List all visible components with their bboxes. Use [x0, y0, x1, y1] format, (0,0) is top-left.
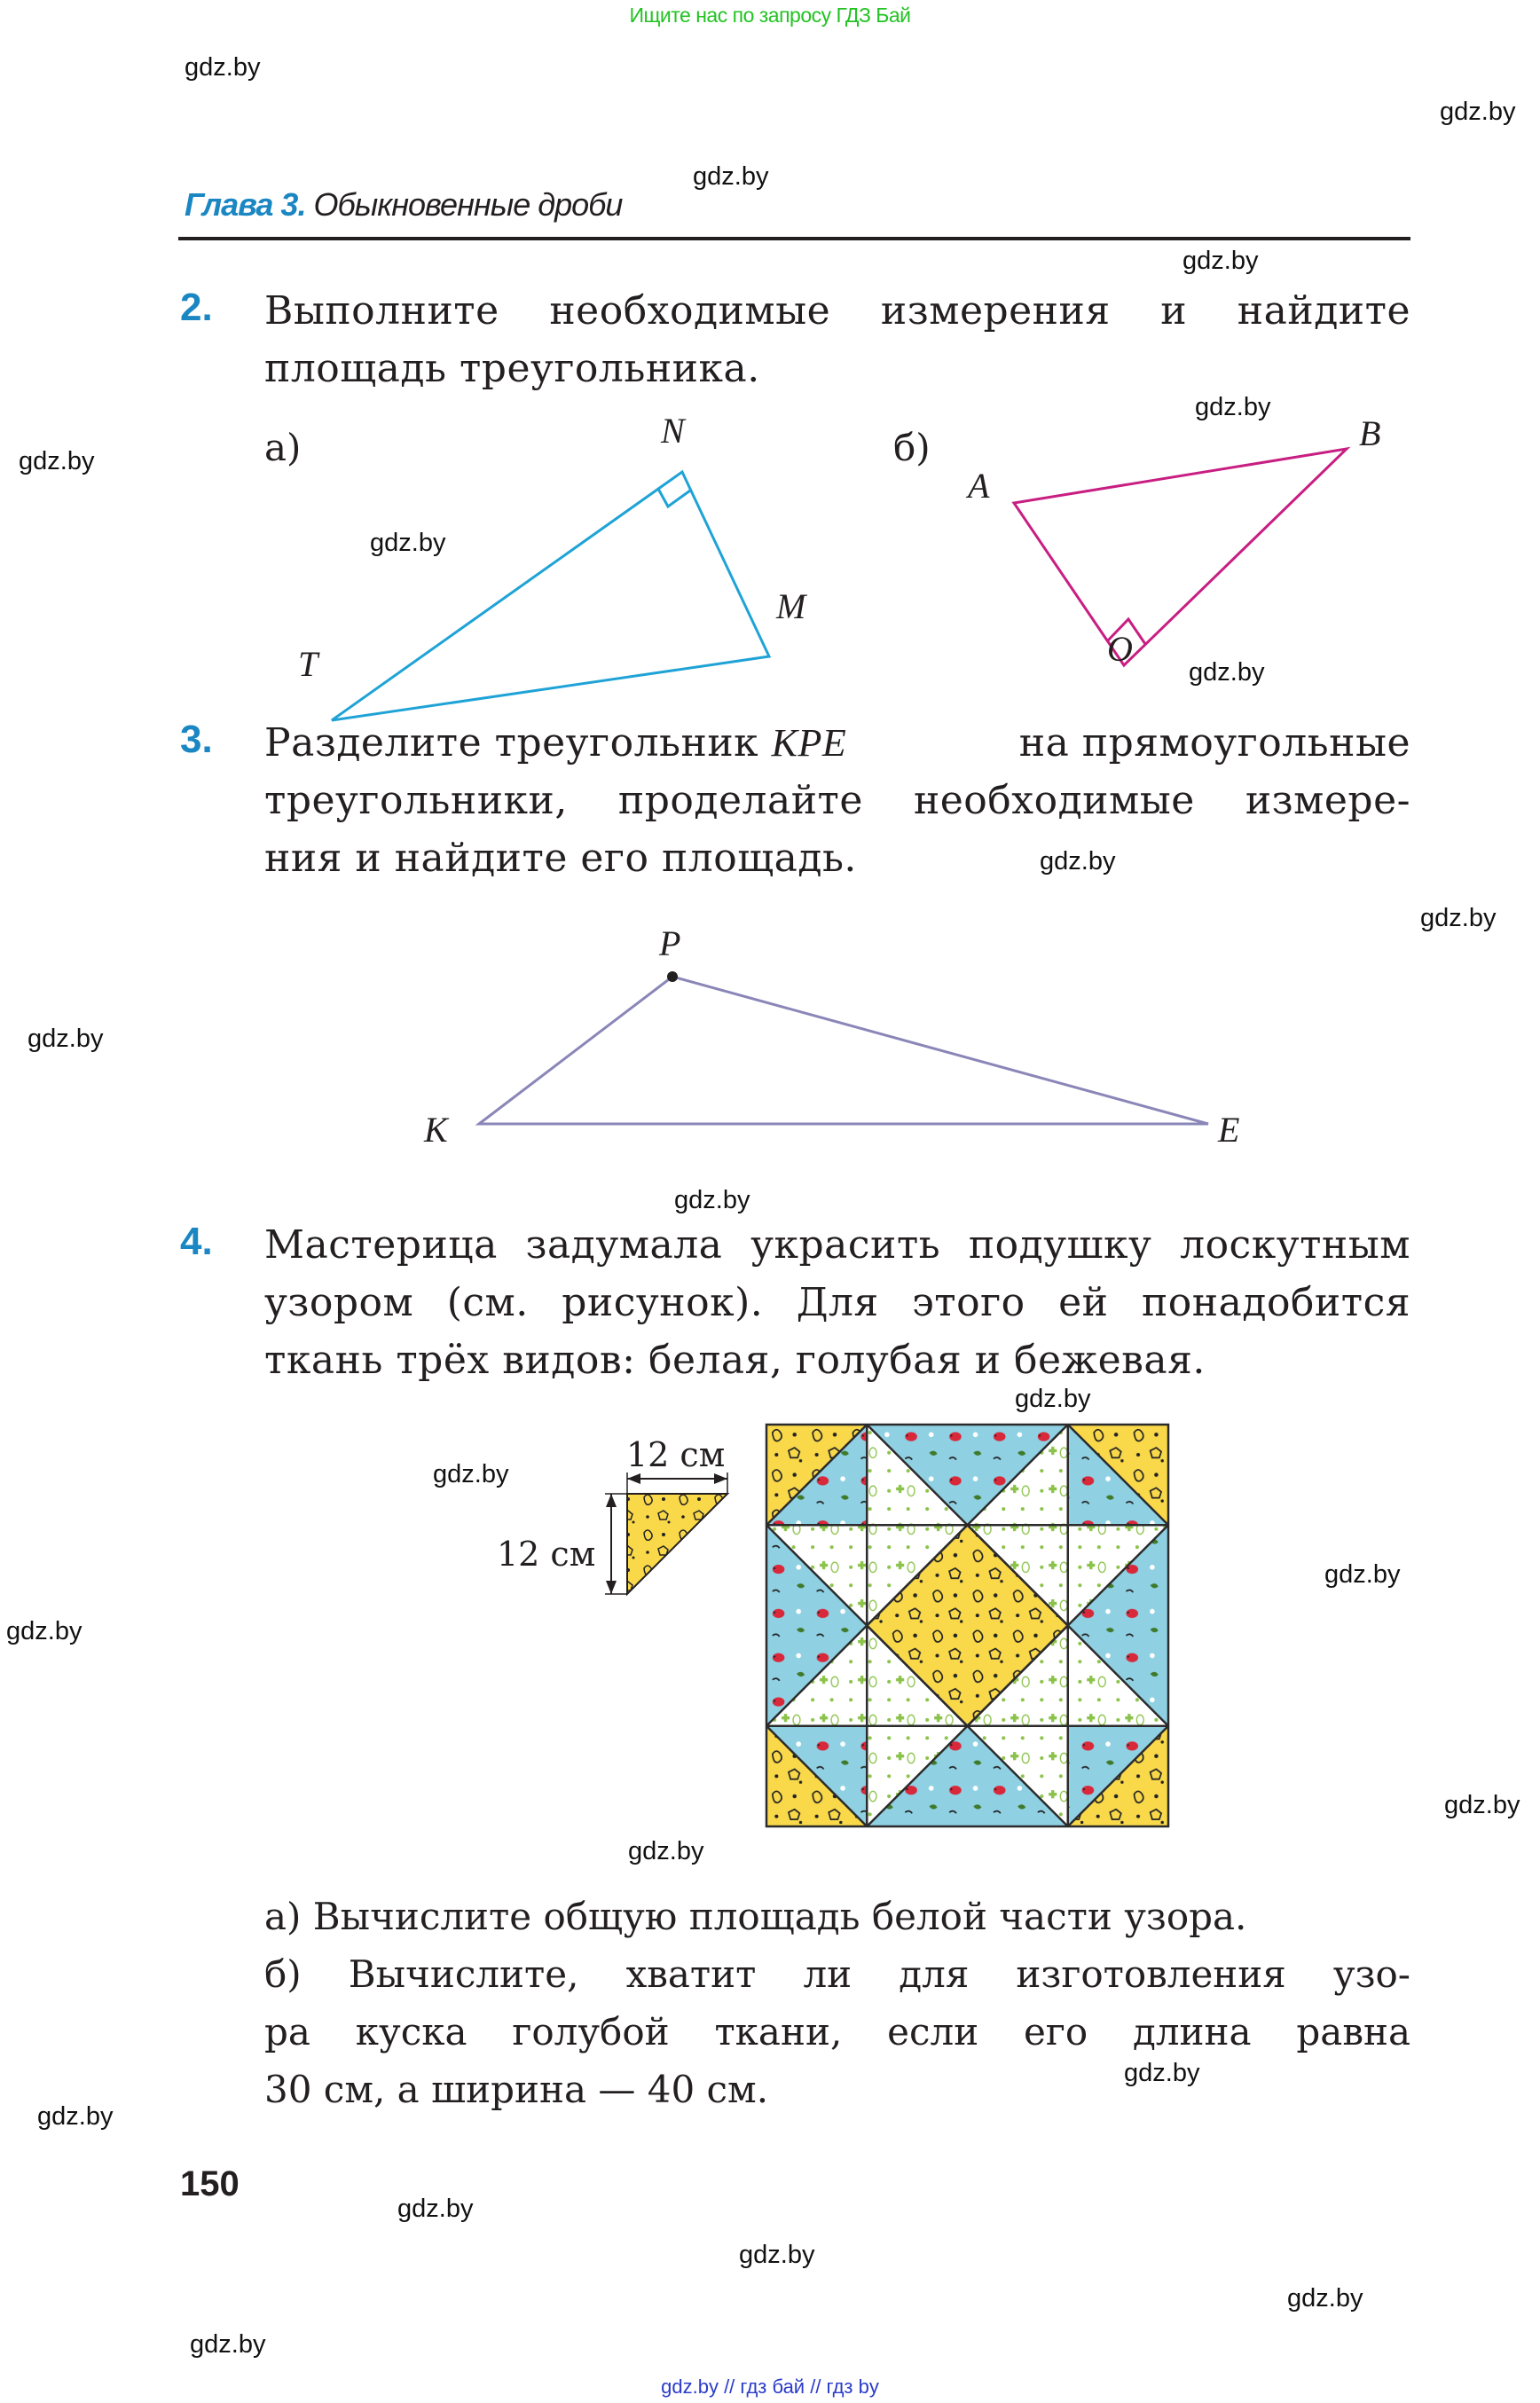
watermark: gdz.by [739, 2241, 815, 2269]
exercise-2-number: 2. [180, 286, 213, 329]
watermark: gdz.by [28, 1025, 104, 1053]
dimension-width-label: 12 см [626, 1435, 726, 1474]
vertex-label-b: B [1359, 413, 1381, 453]
vertex-label-o: O [1107, 629, 1133, 669]
watermark: gdz.by [628, 1837, 704, 1865]
watermark: gdz.by [19, 447, 95, 475]
question-b-line-3: 30 см, а ширина — 40 см. [264, 2068, 769, 2111]
question-b-line-1: б) Вычислите, хватит ли для изготовления узо- [264, 1952, 1410, 1996]
search-banner[interactable]: Ищите нас по запросу ГДЗ Бай [629, 4, 911, 27]
triangle-tnm [332, 472, 769, 720]
exercise-3-number: 3. [180, 718, 213, 761]
vertex-label-a: A [968, 466, 990, 506]
watermark: gdz.by [190, 2330, 266, 2359]
exercise-4-text: Мастерица задумала украсить подушку лоскутным узором (см. рисунок). Для этого ей понадобится ткань трёх видов: белая, голубая и бежевая. [264, 1222, 1410, 1383]
watermark: gdz.by [370, 529, 446, 557]
text-segment: Разделите треугольник KPE [264, 720, 847, 766]
vertex-label-m: M [776, 586, 806, 626]
text-segment: на прямоугольные [1018, 720, 1410, 766]
watermark: gdz.by [1324, 1560, 1401, 1589]
patch-sample-triangle [605, 1472, 727, 1594]
vertex-label-e: E [1218, 1110, 1240, 1150]
watermark: gdz.by [1182, 247, 1259, 275]
vertex-label-p: P [659, 923, 681, 963]
watermark: gdz.by [674, 1186, 750, 1214]
vertex-label-k: K [424, 1110, 448, 1150]
question-b-line-2: ра куска голубой ткани, если его длина равна [264, 2010, 1410, 2054]
watermark: gdz.by [1195, 393, 1271, 421]
chapter-label: Глава 3. [185, 186, 306, 223]
dimension-height-label: 12 см [497, 1535, 596, 1574]
triangle-aob [1014, 449, 1347, 665]
watermark: gdz.by [1440, 98, 1516, 126]
triangle-kpe [479, 971, 1208, 1124]
watermark: gdz.by [397, 2195, 474, 2223]
watermark: gdz.by [1124, 2059, 1200, 2087]
watermark: gdz.by [1040, 847, 1116, 876]
exercise-4-number: 4. [180, 1220, 213, 1263]
footer-links[interactable]: gdz.by // гдз бай // гдз by [661, 2376, 879, 2398]
vertex-label-t: T [298, 644, 318, 684]
watermark: gdz.by [1015, 1385, 1091, 1413]
quilt-pattern [766, 1425, 1168, 1826]
watermark: gdz.by [6, 1617, 82, 1645]
watermark: gdz.by [433, 1460, 509, 1488]
watermark: gdz.by [1189, 658, 1265, 687]
exercise-3-line-2: треугольники, проделайте необходимые измере- [264, 778, 1410, 823]
part-a-label: а) [264, 426, 302, 469]
exercise-2-text: Выполните необходимые измерения и найдите площадь треугольника. [264, 288, 1410, 391]
vertex-label-n: N [661, 411, 685, 451]
chapter-title: Обыкновенные дроби [313, 186, 623, 223]
watermark: gdz.by [693, 162, 769, 191]
watermark: gdz.by [1444, 1791, 1520, 1819]
watermark: gdz.by [1420, 904, 1497, 932]
part-b-label: б) [893, 426, 931, 469]
page-number: 150 [180, 2164, 240, 2203]
exercise-3-line-3: ния и найдите его площадь. [264, 836, 857, 881]
watermark: gdz.by [37, 2102, 114, 2131]
watermark: gdz.by [1287, 2284, 1363, 2313]
question-a: а) Вычислите общую площадь белой части узора. [264, 1895, 1247, 1938]
watermark: gdz.by [185, 53, 261, 82]
